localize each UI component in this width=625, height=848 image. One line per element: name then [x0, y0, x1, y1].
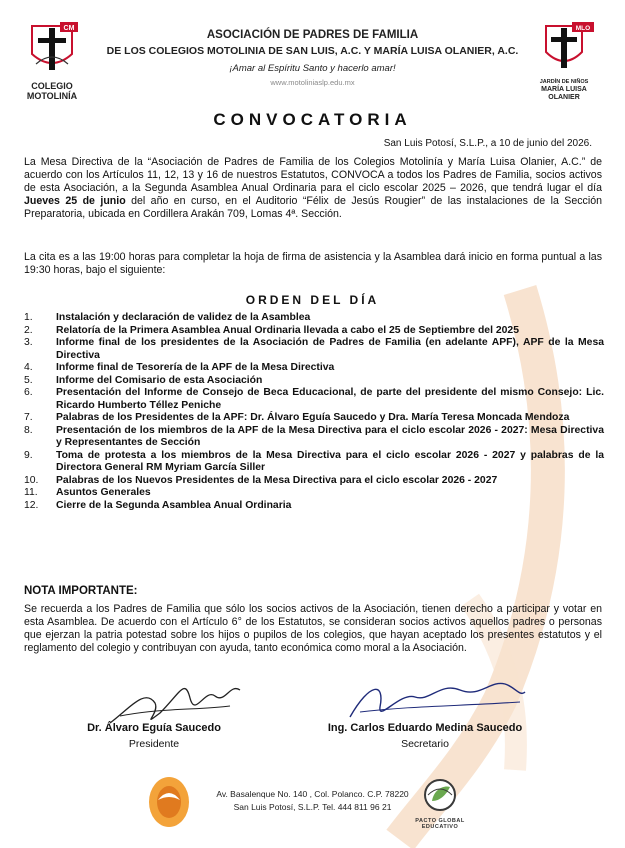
pacto-global-logo — [414, 775, 466, 830]
agenda-item-number: 6. — [24, 387, 33, 398]
globe-leaf-icon — [414, 775, 466, 813]
svg-text:CM: CM — [63, 25, 75, 32]
meeting-date: Jueves 25 de junio — [24, 195, 126, 207]
agenda-item-text: Asuntos Generales — [56, 487, 151, 498]
agenda-item-text: Informe final de Tesorería de la APF de la Mesa Directiva — [56, 362, 335, 373]
agenda-item — [24, 425, 604, 450]
right-logo-line3: OLANIER — [548, 94, 580, 101]
agenda-item — [24, 450, 604, 475]
secretary-role: Secretario — [401, 738, 449, 750]
right-logo-line2: MARÍA LUISA — [541, 86, 587, 93]
place-date: San Luis Potosí, S.L.P., a 10 de junio del 2026. — [383, 138, 592, 149]
agenda-item-number: 7. — [24, 412, 33, 423]
website: www.motoliniaslp.edu.mx — [270, 78, 355, 87]
agenda-item — [24, 325, 604, 338]
agenda-item-number: 3. — [24, 337, 33, 348]
agenda-item-number: 11. — [24, 487, 38, 498]
agenda-item — [24, 487, 604, 500]
schedule-paragraph: La cita es a las 19:00 horas para completar la hoja de firma de asistencia y la Asamblea dará inicio en forma puntual a las 19:30 horas, bajo el siguiente: — [24, 251, 602, 276]
president-role: Presidente — [128, 738, 180, 750]
svg-text:MLO: MLO — [575, 25, 591, 32]
agenda-item-number: 2. — [24, 324, 33, 336]
agenda-item-number: 4. — [24, 362, 33, 373]
agenda-item-text: Instalación y declaración de validez de la Asamblea — [56, 312, 311, 323]
agenda-item-number: 12. — [24, 499, 39, 511]
agenda-item-text: Cierre de la Segunda Asamblea Anual Ordinaria — [56, 499, 292, 511]
agenda-item-text: Palabras de los Nuevos Presidentes de la Mesa Directiva para el ciclo escolar 2026 - 2027 — [56, 474, 498, 486]
agenda-item-text: Informe final de los presidentes de la Asociación de Padres de Familia (en adelante APF), APF de la Mesa Directiva — [56, 337, 604, 361]
agenda-list — [24, 312, 604, 512]
president-name: Dr. Álvaro Eguía Saucedo — [87, 722, 221, 734]
agenda-item-text: Informe del Comisario de esta Asociación — [56, 374, 263, 386]
agenda-item — [24, 412, 604, 425]
agenda-item — [24, 500, 604, 513]
agenda-item — [24, 387, 604, 412]
org-subtitle: DE LOS COLEGIOS MOTOLINIA DE SAN LUIS, A.C. Y MARÍA LUISA OLANIER, A.C. — [106, 45, 519, 57]
agenda-item-text: Presentación de los miembros de la APF de la Mesa Directiva para el ciclo escolar 2026 - 2027: Mesa Directiva y Representantes de Sección — [56, 424, 604, 448]
left-logo-line2: MOTOLINÍA — [26, 91, 78, 101]
motto: ¡Amar al Espíritu Santo y hacerlo amar! — [229, 63, 396, 74]
footer-city-phone: San Luis Potosí, S.L.P. Tel. 444 811 96 21 — [233, 802, 392, 812]
agenda-item-number: 1. — [24, 312, 33, 323]
agenda-item-text: Relatoría de la Primera Asamblea Anual Ordinaria llevada a cabo el 25 de Septiembre del 2025 — [56, 324, 519, 336]
secretary-name: Ing. Carlos Eduardo Medina Saucedo — [327, 722, 523, 734]
agenda-item-number: 9. — [24, 449, 33, 461]
pacto-line2: EDUCATIVO — [421, 824, 459, 830]
intro-paragraph — [24, 156, 602, 221]
agenda-item — [24, 362, 604, 375]
holy-spirit-icon — [146, 772, 192, 830]
agenda-item — [24, 475, 604, 488]
note-paragraph: Se recuerda a los Padres de Familia que sólo los socios activos de la Asociación, tienen derecho a participar y votar en esta Asamblea. De acuerdo con el Artículo 6° de los Estatutos, se consideran socios activos aquellos padres o personas que ejerzan la patria potestad sobre los hijos o pupilos de los colegios, que hayan aceptado los presentes estatutos y el reglamento del colegio y contribuyan con ayuda, tanto económica como moral a la Asociación. — [24, 603, 602, 654]
footer-address: Av. Basalenque No. 140 , Col. Polanco. C.P. 78220 — [216, 789, 409, 799]
intro-text-b: del año en curso, en el Auditorio “Félix de Jesús Rougier” de las instalaciones de la Sección Preparatoria, ubicada en Cordillera Arakán 709, Lomas 4ª. Sección. — [24, 195, 602, 220]
left-logo-line1: COLEGIO — [31, 81, 73, 91]
intro-text-a: La Mesa Directiva de la “Asociación de Padres de Familia de los Colegios Motolinía y María Luisa Olanier, A.C.” de acuerdo con los Artículos 11, 12, 13 y 16 de nuestros Estatutos, CONVOCA a todos los Padres de Familia, socios activos de esta Asociación, a la Segunda Asamblea Anual Ordinaria para el ciclo escolar 2025 – 2026, que tendrá lugar el día — [24, 156, 602, 194]
org-title: ASOCIACIÓN DE PADRES DE FAMILIA — [206, 29, 419, 41]
agenda-item-number: 8. — [24, 424, 33, 436]
agenda-item-text: Presentación del Informe de Consejo de Beca Educacional, de parte del presidente del mismo Consejo: Lic. Ricardo Humberto Téllez Peniche — [56, 387, 604, 411]
note-title: NOTA IMPORTANTE: — [24, 585, 138, 597]
agenda-item — [24, 375, 604, 388]
agenda-title: ORDEN DEL DÍA — [245, 293, 380, 307]
agenda-item — [24, 312, 604, 325]
right-logo-line1: JARDÍN DE NIÑOS — [539, 79, 589, 85]
agenda-item-number: 5. — [24, 374, 33, 386]
document-title: CONVOCATORIA — [213, 110, 412, 129]
agenda-item-text: Toma de protesta a los miembros de la Mesa Directiva para el ciclo escolar 2026 - 2027 y palabras de la Directora General RM Myriam García Siller — [56, 449, 604, 473]
pacto-line1: PACTO GLOBAL — [415, 818, 465, 824]
agenda-item-number: 10. — [24, 474, 39, 486]
agenda-item — [24, 337, 604, 362]
agenda-item-text: Palabras de los Presidentes de la APF: Dr. Álvaro Eguía Saucedo y Dra. María Teresa Moncada Mendoza — [56, 412, 570, 423]
